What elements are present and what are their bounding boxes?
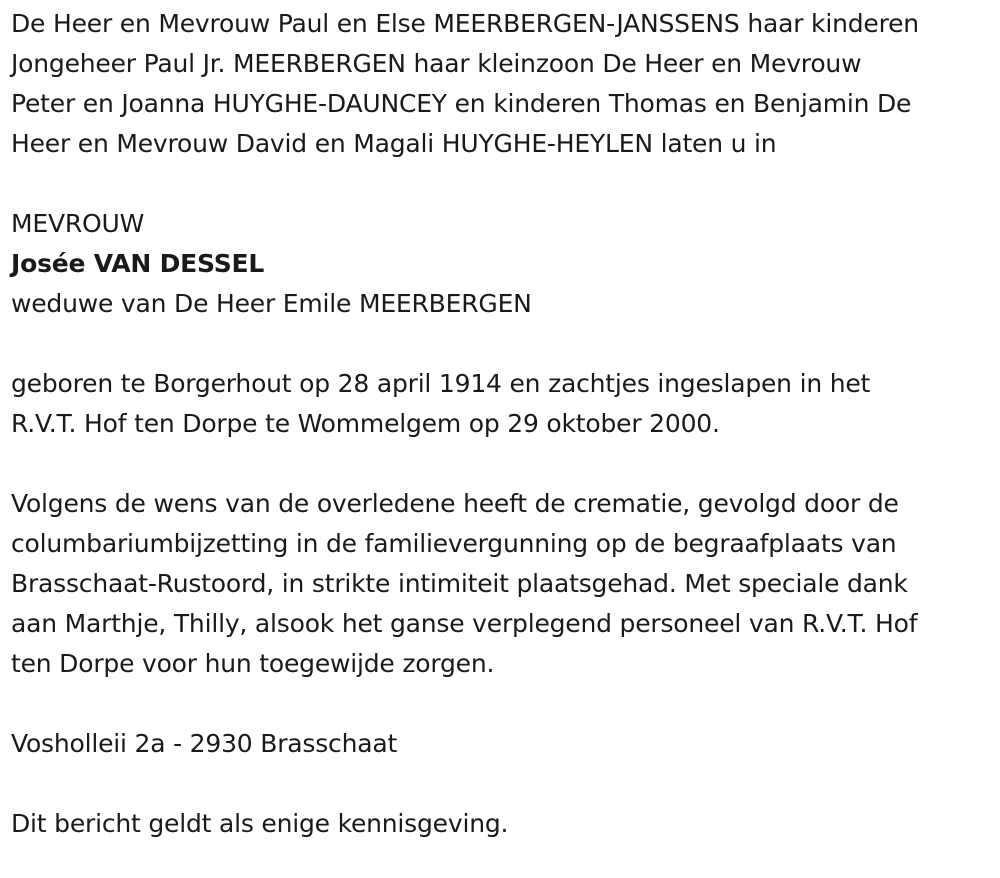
intro-line: Jongeheer Paul Jr. MEERBERGEN haar kleinzoon De Heer en Mevrouw xyxy=(11,49,862,78)
ceremony-line: Brasschaat-Rustoord, in strikte intimiteit plaatsgehad. Met speciale dank xyxy=(11,569,908,598)
spacer xyxy=(11,764,996,804)
address: Vosholleii 2a - 2930 Brasschaat xyxy=(11,729,398,758)
deceased-title: MEVROUW xyxy=(11,209,145,238)
deceased-name: Josée VAN DESSEL xyxy=(11,249,265,278)
death-notice-document xyxy=(11,4,996,844)
deceased-relation: weduwe van De Heer Emile MEERBERGEN xyxy=(11,289,532,318)
intro-paragraph xyxy=(11,4,996,164)
ceremony-line: columbariumbijzetting in de familievergunning op de begraafplaats van xyxy=(11,529,897,558)
birth-death-line: geboren te Borgerhout op 28 april 1914 en zachtjes ingeslapen in het xyxy=(11,369,871,398)
ceremony-line: ten Dorpe voor hun toegewijde zorgen. xyxy=(11,649,495,678)
spacer xyxy=(11,164,996,204)
ceremony-paragraph xyxy=(11,484,996,684)
spacer xyxy=(11,684,996,724)
intro-line: Heer en Mevrouw David en Magali HUYGHE-HEYLEN laten u in xyxy=(11,129,777,158)
intro-line: De Heer en Mevrouw Paul en Else MEERBERGEN-JANSSENS haar kinderen xyxy=(11,9,919,38)
deceased-block xyxy=(11,204,996,324)
address-paragraph xyxy=(11,724,996,764)
birth-death-paragraph xyxy=(11,364,996,444)
intro-line: Peter en Joanna HUYGHE-DAUNCEY en kinderen Thomas en Benjamin De xyxy=(11,89,912,118)
spacer xyxy=(11,324,996,364)
notice-paragraph xyxy=(11,804,996,844)
notice: Dit bericht geldt als enige kennisgeving. xyxy=(11,809,509,838)
spacer xyxy=(11,444,996,484)
ceremony-line: aan Marthje, Thilly, alsook het ganse verplegend personeel van R.V.T. Hof xyxy=(11,609,918,638)
birth-death-line: R.V.T. Hof ten Dorpe te Wommelgem op 29 oktober 2000. xyxy=(11,409,720,438)
ceremony-line: Volgens de wens van de overledene heeft de crematie, gevolgd door de xyxy=(11,489,899,518)
